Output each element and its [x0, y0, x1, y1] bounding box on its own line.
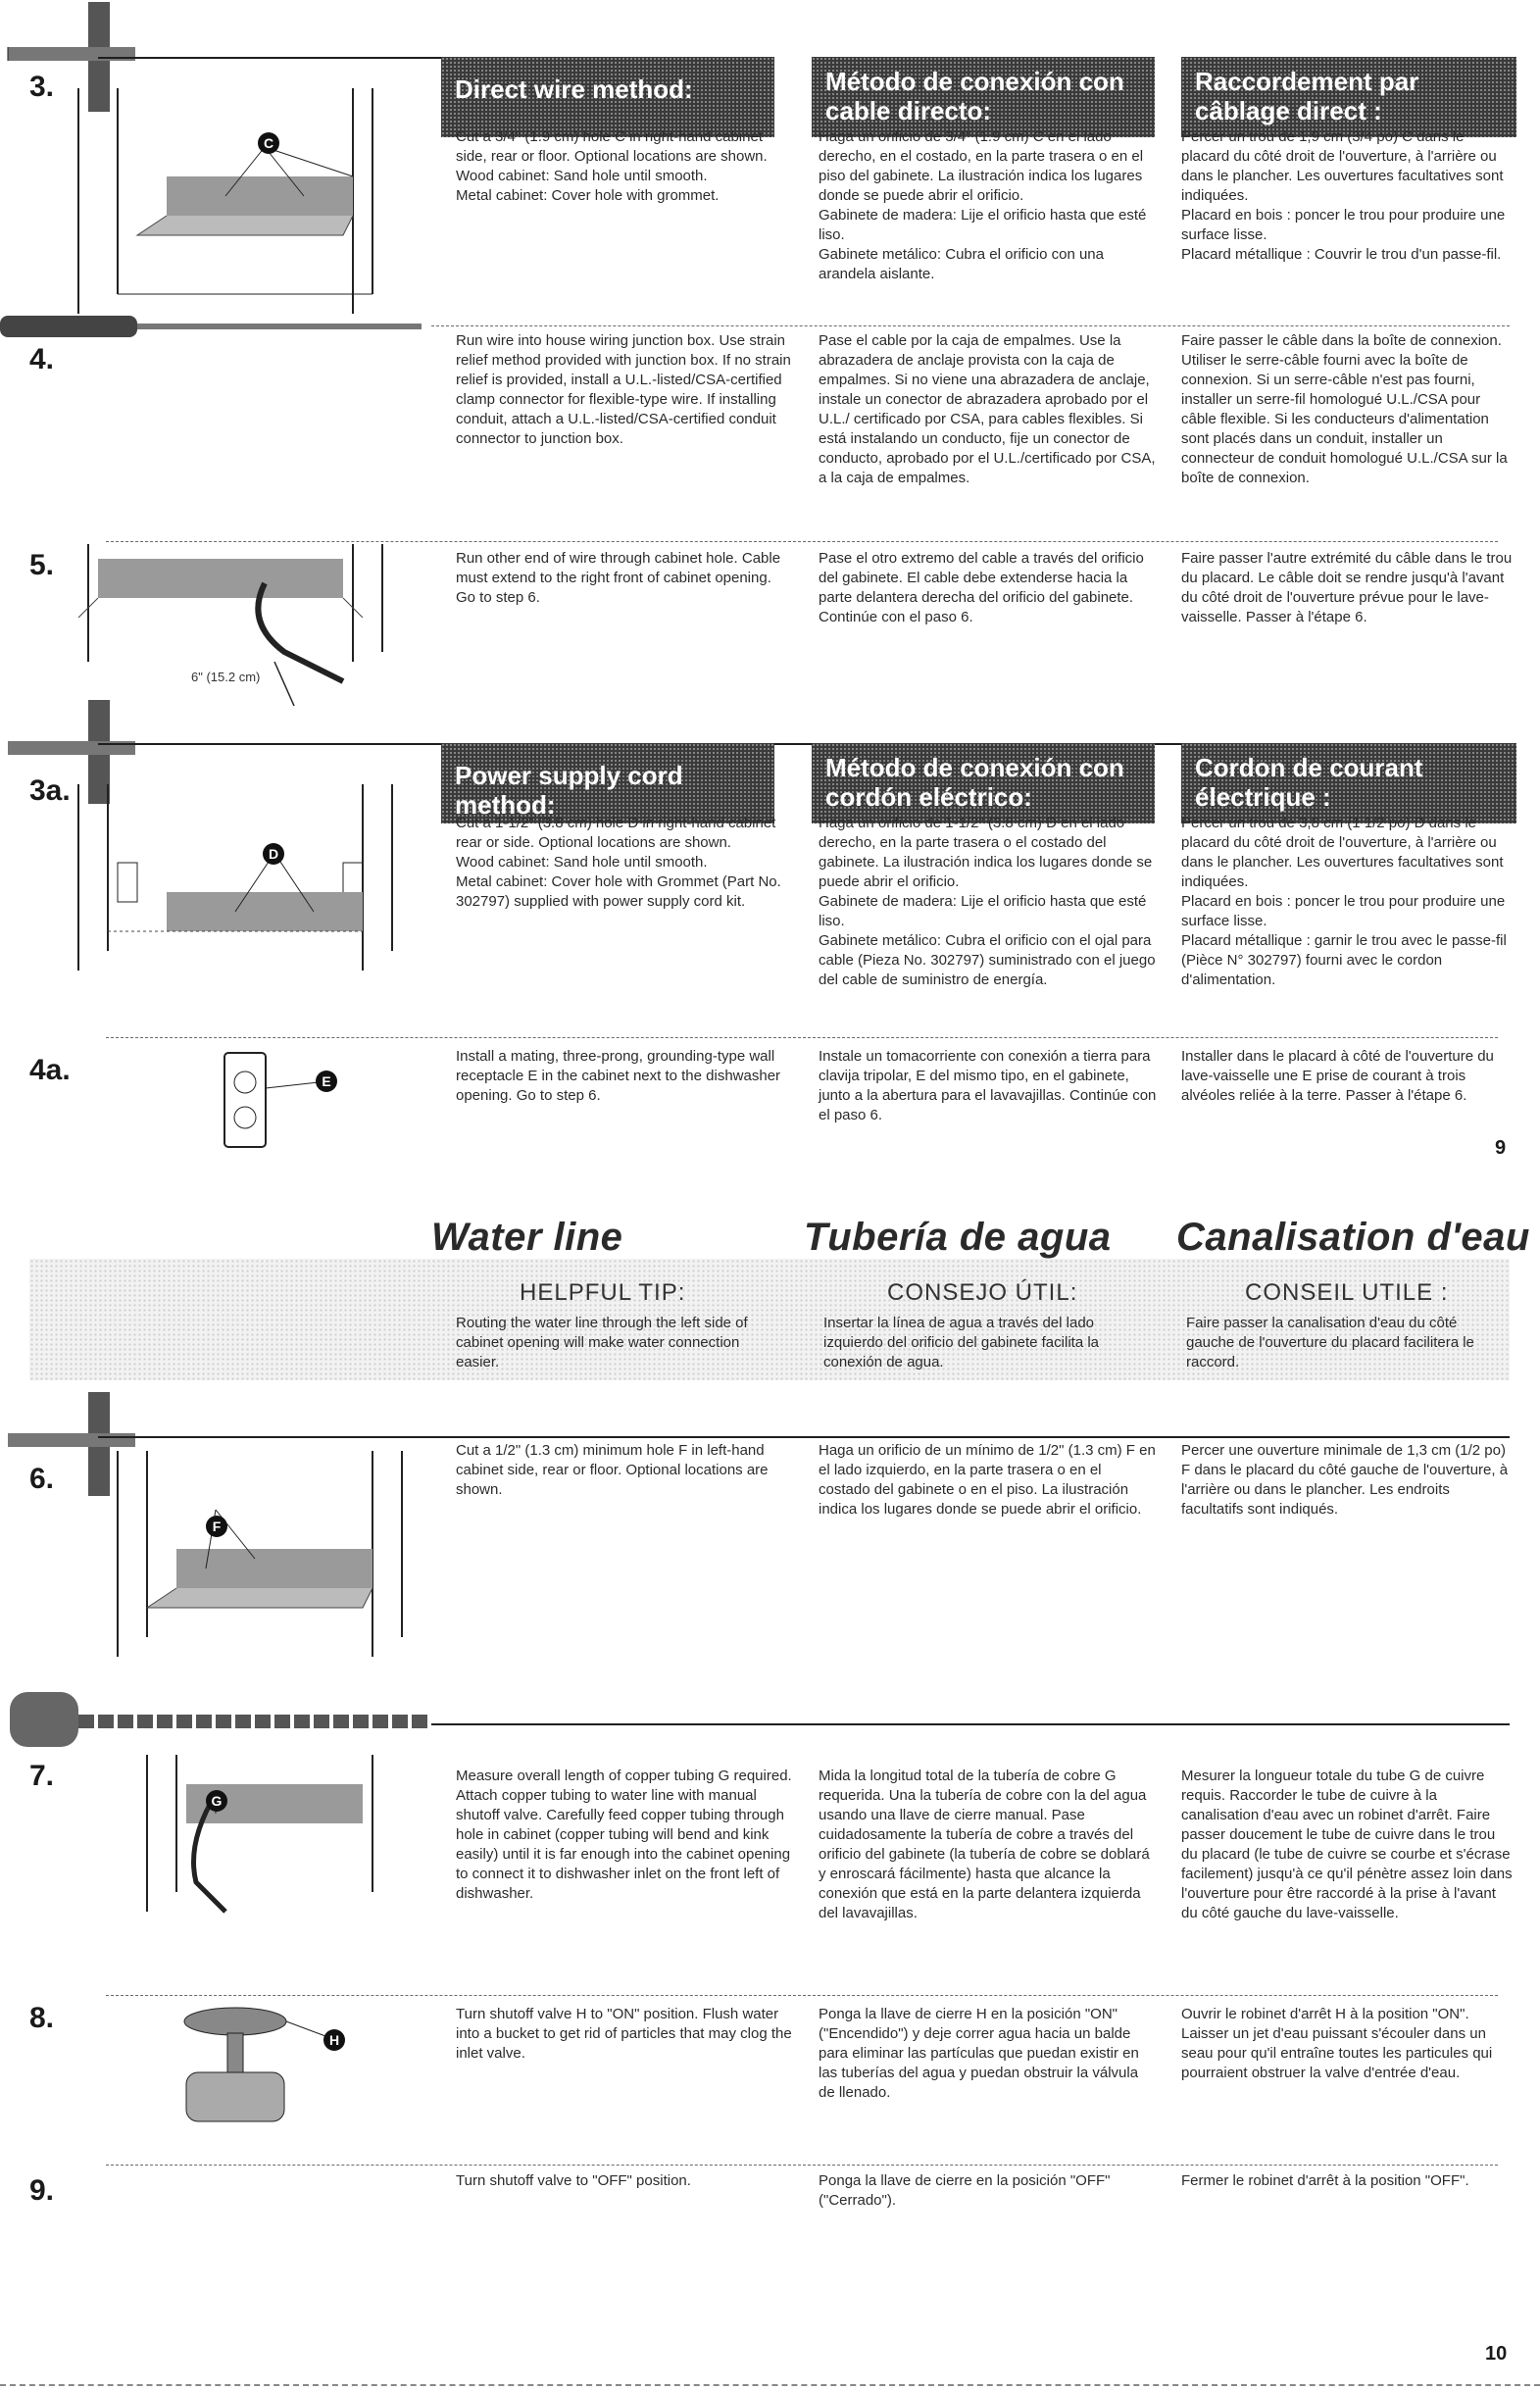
step3-en-p3: Metal cabinet: Cover hole with grommet.	[456, 187, 720, 204]
section-header-es: Método de conexión con cordón eléctrico:	[812, 743, 1155, 823]
water-line-heading-fr: Canalisation d'eau	[1176, 1216, 1530, 1259]
cabinet-illustration-3a	[39, 784, 412, 1000]
page-number: 9	[1495, 1137, 1507, 1159]
copper-tubing-icon	[0, 1686, 431, 1755]
tip-title-es: CONSEJO ÚTIL:	[887, 1279, 1078, 1306]
step3a-es	[819, 814, 1157, 990]
step3-es-p3: Gabinete metálico: Cubra el orificio con una arandela aislante.	[819, 246, 1104, 282]
step3a-es-p1: Haga un orificio de 1-1/2" (3.8 cm) D en el lado derecho, en la parte trasera o el costado del gabinete. La ilustración indica los lugares donde se puede abrir el orificio.	[819, 815, 1153, 890]
step-number: 3.	[29, 71, 55, 103]
step4-es: Pase el cable por la caja de empalmes. Use la abrazadera de anclaje provista con la caja de empalmes. Si no viene una abrazadera de anclaje, instale un conector de abrazadera aprobado por el U.L./ certificado por CSA, para cables flexibles. Si está instalando un conducto, fije un conector de conducto, aprobado por el U.L./certificado por CSA, a la caja de empalmes.	[819, 332, 1156, 486]
step3a-en-p2: Wood cabinet: Sand hole until smooth.	[456, 854, 708, 871]
cabinet-illustration-5	[59, 544, 392, 711]
callout-h: H	[323, 2029, 345, 2051]
callout-e: E	[316, 1071, 337, 1092]
water-line-heading-en: Water line	[431, 1216, 623, 1259]
step3-fr-p2: Placard en bois : poncer le trou pour produire une surface lisse.	[1181, 207, 1506, 243]
step7-fr: Mesurer la longueur totale du tube G de cuivre requis. Raccorder le tube de cuivre à la canalisation d'eau avec un robinet d'arrêt. Faire passer doucement le tube de cuivre dans le trou du placard (le tube de cuivre se courbe et s'écrase facilement) jusqu'à ce qu'il pénètre assez loin dans l'ouverture pour être raccordé à la prise à l'avant du côté gauche du lave-vaisselle.	[1181, 1768, 1513, 1921]
step3-fr	[1181, 127, 1515, 265]
tip-title-en: HELPFUL TIP:	[520, 1279, 686, 1306]
step4-fr: Faire passer le câble dans la boîte de connexion. Utiliser le serre-câble fourni avec la boîte de connexion. Si un serre-câble n'est pas fourni, installer un serre-fil homologué U.L./CSA pour câble flexible. Si les conducteurs d'alimentation sont placés dans un conduit, installer un connecteur de conduit homologué U.L./CSA sur la boîte de connexion.	[1181, 332, 1508, 486]
step3a-en-p3: Metal cabinet: Cover hole with Grommet (Part No. 302797) supplied with power supply cord kit.	[456, 873, 781, 910]
step6-fr: Percer une ouverture minimale de 1,3 cm (1/2 po) F dans le placard du côté gauche de l'ouverture, à l'arrière ou dans le plancher. Les endroits facultatifs sont indiqués.	[1181, 1442, 1509, 1518]
step7-es: Mida la longitud total de la tubería de cobre G requerida. Una la tubería de cobre con la del agua usando una llave de cierre manual. Pase cuidadosamente la tubería de cobre a través del orificio del gabinete (la tubería de cobre se doblará y enroscará fácilmente) hasta que alcance la conexión que está en la parte delantera izquierda del lavavajillas.	[819, 1768, 1150, 1921]
step4-en: Run wire into house wiring junction box. Use strain relief method provided with junction box. If no strain relief is provided, install a U.L.-listed/CSA-certified clamp connector for flexible-type wire. If installing conduit, attach a U.L.-listed/CSA-certified conduit connector to junction box.	[456, 332, 791, 447]
cabinet-illustration-3	[59, 88, 392, 314]
step3a-es-p3: Gabinete metálico: Cubra el orificio con el ojal para cable (Pieza No. 302797) suministrado con el juego del cable de suministro de energía.	[819, 932, 1156, 988]
step5-en: Run other end of wire through cabinet hole. Cable must extend to the right front of cabinet opening. Go to step 6.	[456, 550, 781, 606]
step3a-en	[456, 814, 794, 912]
cabinet-illustration-7	[118, 1755, 392, 1921]
step3-en-p2: Wood cabinet: Sand hole until smooth.	[456, 168, 708, 184]
tip-text-en: Routing the water line through the left side of cabinet opening will make water connection easier.	[456, 1315, 748, 1370]
step7-en: Measure overall length of copper tubing G required. Attach copper tubing to water line with manual shutoff valve. Carefully feed copper tubing through hole in cabinet (copper tubing will bend and kink easily) until it is far enough into the cabinet opening to connect it to dishwasher inlet on the front left of dishwasher.	[456, 1768, 792, 1902]
step-number: 4.	[29, 343, 55, 375]
step9-es: Ponga la llave de cierre en la posición "OFF" ("Cerrado").	[819, 2172, 1111, 2209]
step3a-fr-p2: Placard en bois : poncer le trou pour produire une surface lisse.	[1181, 893, 1506, 929]
section-header-es: Método de conexión con cable directo:	[812, 57, 1155, 137]
section-header-fr: Raccordement par câblage direct :	[1181, 57, 1516, 137]
step3-es-p2: Gabinete de madera: Lije el orificio hasta que esté liso.	[819, 207, 1147, 243]
step3a-fr	[1181, 814, 1515, 990]
step-number: 6.	[29, 1463, 55, 1495]
page-number: 10	[1485, 2343, 1508, 2365]
step3-en-p1: Cut a 3/4" (1.9 cm) hole C in right-hand cabinet side, rear or floor. Optional locations are shown.	[456, 128, 768, 165]
step4a-es: Instale un tomacorriente con conexión a tierra para clavija tripolar, E del mismo tipo, en el gabinete, junto a la abertura para el lavavajillas. Continúe con el paso 6.	[819, 1048, 1157, 1123]
tip-text-es: Insertar la línea de agua a través del lado izquierdo del orificio del gabinete facilita la conexión de agua.	[823, 1315, 1100, 1370]
step-number: 8.	[29, 2002, 55, 2034]
cabinet-illustration-6	[88, 1451, 422, 1667]
step-number: 4a.	[29, 1054, 71, 1086]
step3-es	[819, 127, 1157, 284]
step3a-en-p1: Cut a 1-1/2" (3.8 cm) hole D in right-hand cabinet rear or side. Optional locations are shown.	[456, 815, 776, 851]
water-line-heading-es: Tubería de agua	[804, 1216, 1112, 1259]
step3-fr-p3: Placard métallique : Couvrir le trou d'un passe-fil.	[1181, 246, 1502, 263]
step6-en: Cut a 1/2" (1.3 cm) minimum hole F in left-hand cabinet side, rear or floor. Optional locations are shown.	[456, 1442, 769, 1498]
screwdriver-icon	[0, 312, 431, 341]
dimension-label: 6" (15.2 cm)	[191, 670, 261, 684]
step8-fr: Ouvrir le robinet d'arrêt H à la position "ON". Laisser un jet d'eau puissant s'écouler dans un seau pour qu'il entraîne toutes les particules qui pourraient obstruer la valve d'entrée d'eau.	[1181, 2006, 1493, 2081]
tip-title-fr: CONSEIL UTILE :	[1245, 1279, 1449, 1306]
step8-en: Turn shutoff valve H to "ON" position. Flush water into a bucket to get rid of particles that may clog the inlet valve.	[456, 2006, 792, 2062]
step3a-fr-p1: Percer un trou de 3,8 cm (1 1/2 po) D dans le placard du côté droit de l'ouverture, à l'arrière ou dans le plancher. Les ouvertures facultatives sont indiquées.	[1181, 815, 1504, 890]
section-header-fr: Cordon de courant électrique :	[1181, 743, 1516, 823]
step-number: 7.	[29, 1760, 55, 1792]
tip-text-fr: Faire passer la canalisation d'eau du côté gauche de l'ouverture du placard facilitera le raccord.	[1186, 1315, 1474, 1370]
step5-es: Pase el otro extremo del cable a través del orificio del gabinete. El cable debe extenderse hacia la parte delantera derecha del orificio del gabinete. Continúe con el paso 6.	[819, 550, 1144, 625]
wall-receptacle-illustration	[221, 1051, 358, 1149]
step-number: 5.	[29, 549, 55, 581]
step9-en: Turn shutoff valve to "OFF" position.	[456, 2172, 691, 2189]
step-number: 3a.	[29, 774, 71, 807]
step3-en	[456, 127, 794, 206]
step3-fr-p1: Percer un trou de 1,9 cm (3/4 po) C dans le placard du côté droit de l'ouverture, à l'arrière ou dans le plancher. Les ouvertures facultatives sont indiquées.	[1181, 128, 1504, 204]
callout-f: F	[206, 1516, 227, 1537]
step3-es-p1: Haga un orificio de 3/4" (1.9 cm) C en el lado derecho, en el costado, en la parte trasera o en el piso del gabinete. La ilustración indica los lugares donde se puede abrir el orificio.	[819, 128, 1144, 204]
step4a-en: Install a mating, three-prong, grounding-type wall receptacle E in the cabinet next to the dishwasher opening. Go to step 6.	[456, 1048, 781, 1104]
step3a-fr-p3: Placard métallique : garnir le trou avec le passe-fil (Pièce N° 302797) fourni avec le cordon d'alimentation.	[1181, 932, 1507, 988]
bottom-rule	[0, 2384, 1540, 2386]
step4a-fr: Installer dans le placard à côté de l'ouverture du lave-vaisselle une E prise de courant à trois alvéoles reliée à la terre. Passer à l'étape 6.	[1181, 1048, 1494, 1104]
section-header-en: Direct wire method:	[441, 57, 774, 137]
step3a-es-p2: Gabinete de madera: Lije el orificio hasta que esté liso.	[819, 893, 1147, 929]
step5-fr: Faire passer l'autre extrémité du câble dans le trou du placard. Le câble doit se rendre jusqu'à l'avant du côté droit de l'ouverture prévue pour le lave-vaisselle. Passer à l'étape 6.	[1181, 550, 1513, 625]
callout-g: G	[206, 1790, 227, 1812]
step6-es: Haga un orificio de un mínimo de 1/2" (1.3 cm) F en el lado izquierdo, en la parte trasera o en el costado del gabinete o en el piso. La ilustración indica los lugares donde se puede abrir el orificio.	[819, 1442, 1156, 1518]
step8-es: Ponga la llave de cierre H en la posición "ON" ("Encendido") y deje correr agua hacia un balde para eliminar las partículas que puedan existir en las tuberías del agua y puedan obstruir la válvula de llenado.	[819, 2006, 1139, 2101]
shutoff-valve-illustration	[167, 2000, 363, 2147]
step-number: 9.	[29, 2174, 55, 2207]
step9-fr: Fermer le robinet d'arrêt à la position "OFF".	[1181, 2172, 1469, 2189]
section-header-en: Power supply cord method:	[441, 743, 774, 823]
callout-c: C	[258, 132, 279, 154]
callout-d: D	[263, 843, 284, 865]
